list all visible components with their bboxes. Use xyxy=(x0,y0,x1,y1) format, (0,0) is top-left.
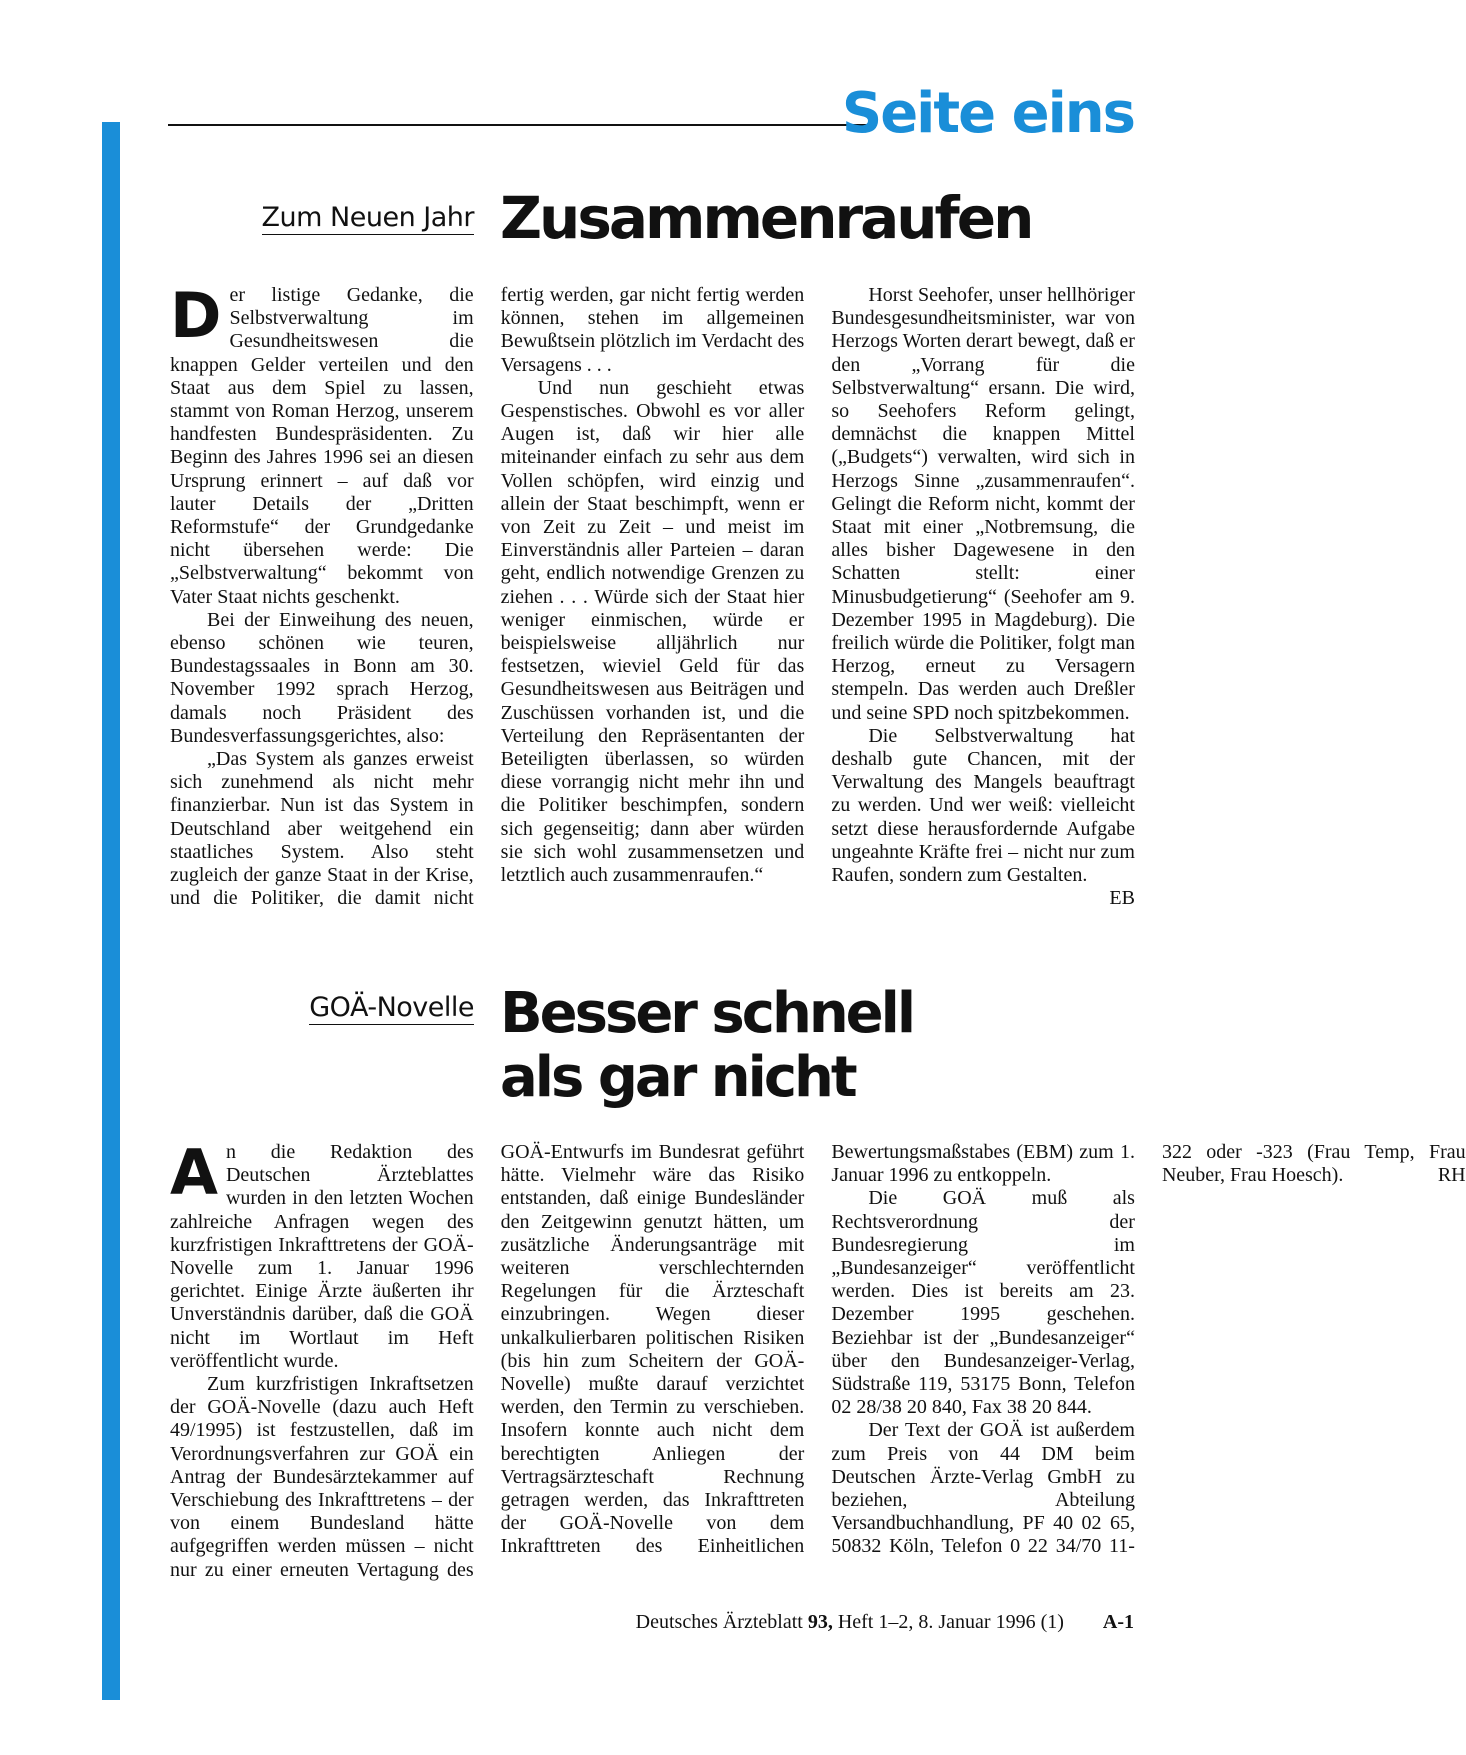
article-2-paragraph-text: Der Text der GOÄ ist außerdem zum Preis von 44 DM beim Deutschen Ärzte-Verlag GmbH zu beziehen, Abteilung Versandbuchhandlung, PF 40 02 65, 50832 Köln, Telefon 0 22 34/70 11-322 oder -323 (Frau Temp, Frau Neuber, Frau Hoesch). xyxy=(831,1141,1466,1558)
footer-page-number: A-1 xyxy=(1102,1611,1134,1633)
article-2-kicker: GOÄ-Novelle xyxy=(309,992,474,1023)
header-rule xyxy=(168,124,870,126)
article-1-paragraph: Horst Seehofer, unser hellhöriger Bundesgesundheitsminister, war von Herzogs Worten derart bewegt, daß er den „Vorrang für die Selbstverwaltung“ ersann. Die wird, so Seehofers Reform gelingt, demnächst die knappen Mittel („Budgets“) verwalten, wird sich in Herzogs Sinne „zusammenraufen“. Gelingt die Reform nicht, kommt der Staat mit einer „Notbremsung, die alles bisher Dagewesene in den Schatten stellt: einer Minusbudgetierung“ (Seehofer am 9. Dezember 1995 in Magdeburg). Die freilich würde die Politiker, folgt man Herzog, erneut zu Versagern stempeln. Das werden auch Dreßler und seine SPD noch spitzbekommen. xyxy=(831,284,1135,724)
article-2-headline xyxy=(500,982,913,1110)
article-2-paragraph: Zum kurzfristigen Inkraftsetzen der GOÄ-Novelle (dazu auch Heft 49/1995) ist festzustellen, daß im Verordnungsverfahren zur GOÄ ein Antrag der Bundesärztekammer auf Verschiebung des Inkrafttretens – der von einem Bundesland hätte aufgegriffen werden müssen – nicht nur zu einer erneuten Vertagung des GOÄ-Entwurfs im Bundesrat geführt hätte. Vielmehr wäre das Risiko entstanden, daß einige Bundesländer den Zeitgewinn genutzt hätten, um zusätzliche Änderungsanträge mit weiteren verschlechternden Regelungen für die Ärzteschaft einzubringen. Wegen dieser unkalkulierbaren politischen Risiken (bis hin zum Scheitern der GOÄ-Novelle) mußte darauf verzichtet werden, den Termin zu verschieben. Insofern konnte auch nicht dem berechtigten Anliegen der Vertragsärzteschaft Rechnung getragen werden, das Inkrafttreten der GOÄ-Novelle von dem Inkrafttreten des Einheitlichen Bewertungsmaßstabes (EBM) zum 1. Januar 1996 zu entkoppeln. xyxy=(170,1141,1135,1581)
article-2-body xyxy=(170,1136,1466,1601)
article-2-paragraph xyxy=(170,1136,474,1373)
article-2-headline-line: als gar nicht xyxy=(500,1045,855,1110)
article-2-signature: RH xyxy=(1437,1164,1466,1187)
article-1-body xyxy=(170,279,1135,924)
article-1-paragraph-text: er listige Gedanke, die Selbstverwaltung im Gesundheitswesen die knappen Gelder verteilen und den Staat aus dem Spiel zu lassen, stammt von Roman Herzog, unserem handfesten Bundespräsidenten. Zu Beginn des Jahres 1996 sei an diesen Ursprung erinnert – auf daß vor lauter Details der „Dritten Reformstufe“ der Grundgedanke nicht übersehen werde: Die „Selbstverwaltung“ bekommt von Vater Staat nichts geschenkt. xyxy=(170,284,474,608)
article-2-paragraph: Die GOÄ muß als Rechtsverordnung der Bundesregierung im „Bundesanzeiger“ veröffentlicht werden. Dies ist bereits am 23. Dezember 1995 geschehen. Beziehbar ist der „Bundesanzeiger“ über den Bundesanzeiger-Verlag, Südstraße 119, 53175 Bonn, Telefon 02 28/38 20 840, Fax 38 20 844. xyxy=(831,1187,1135,1419)
article-2-paragraph-text: n die Redaktion des Deutschen Ärzteblattes wurden in den letzten Wochen zahlreiche Anfragen wegen des kurzfristigen Inkrafttretens der GOÄ-Novelle zum 1. Januar 1996 gerichtet. Einige Ärzte äußerten ihr Unverständnis darüber, daß die GOÄ nicht im Wortlaut im Heft veröffentlicht wurde. xyxy=(170,1141,474,1372)
footer-volume: 93, xyxy=(807,1611,833,1633)
section-title: Seite eins xyxy=(841,81,1134,146)
footer-journal-name: Deutsches Ärzteblatt xyxy=(635,1611,803,1633)
article-1-paragraph xyxy=(170,279,474,609)
article-1-signature: EB xyxy=(1109,887,1135,910)
page-footer xyxy=(636,1611,1134,1634)
article-1-kicker: Zum Neuen Jahr xyxy=(261,202,474,233)
article-1-paragraph-text: Die Selbstverwaltung hat deshalb gute Chancen, mit der Verwaltung des Mangels beauftragt zu werden. Und wer weiß: vielleicht setzt diese herausfordernde Aufgabe ungeahnte Kräfte frei – nicht nur zum Raufen, sondern zum Gestalten. xyxy=(831,724,1135,887)
article-1-dropcap: D xyxy=(170,279,222,352)
article-2-dropcap: A xyxy=(170,1136,218,1209)
article-1-headline: Zusammenraufen xyxy=(500,184,1032,252)
article-1-paragraph xyxy=(831,724,1135,910)
article-1-paragraph: „Das System als ganzes erweist sich zunehmend als nicht mehr finanzierbar. Nun ist das System in Deutschland aber weitgehend ein staatliches System. Also steht zugleich der ganze Staat in der Krise, und die Politiker, die damit nicht fertig werden, gar nicht fertig werden können, stehen im allgemeinen Bewußtsein plötzlich im Verdacht des Versagens . . . xyxy=(170,284,805,910)
blue-side-bar xyxy=(102,122,120,1700)
article-1-paragraph: Und nun geschieht etwas Gespenstisches. Obwohl es vor aller Augen ist, daß wir hier alle miteinander einfach zu sehr aus dem Vollen schöpfen, wird einzig und allein der Staat beschimpft, wenn er von Zeit zu Zeit – und meist im Einverständnis aller Parteien – daran geht, endlich notwendige Grenzen zu ziehen . . . Würde sich der Staat hier weniger einmischen, würde er beispielsweise alljährlich nur festsetzen, wieviel Geld für das Gesundheitswesen aus Beiträgen und Zuschüssen vorhanden ist, und die Verteilung den Repräsentanten der Beteiligten überlassen, so würden diese vorrangig nicht mehr ihn und die Politiker beschimpfen, sondern sich gegenseitig; dann aber würden sie sich wohl zusammensetzen und letztlich auch zusammenraufen.“ xyxy=(500,376,805,887)
footer-issue: Heft 1–2, 8. Januar 1996 (1) xyxy=(837,1611,1064,1633)
article-2-headline-line: Besser schnell xyxy=(500,981,914,1046)
article-1-paragraph: Bei der Einweihung des neuen, ebenso schönen wie teuren, Bundestagssaales in Bonn am 30. November 1992 sprach Herzog, damals noch Präsident des Bundesverfassungsgerichtes, also: xyxy=(170,608,474,747)
